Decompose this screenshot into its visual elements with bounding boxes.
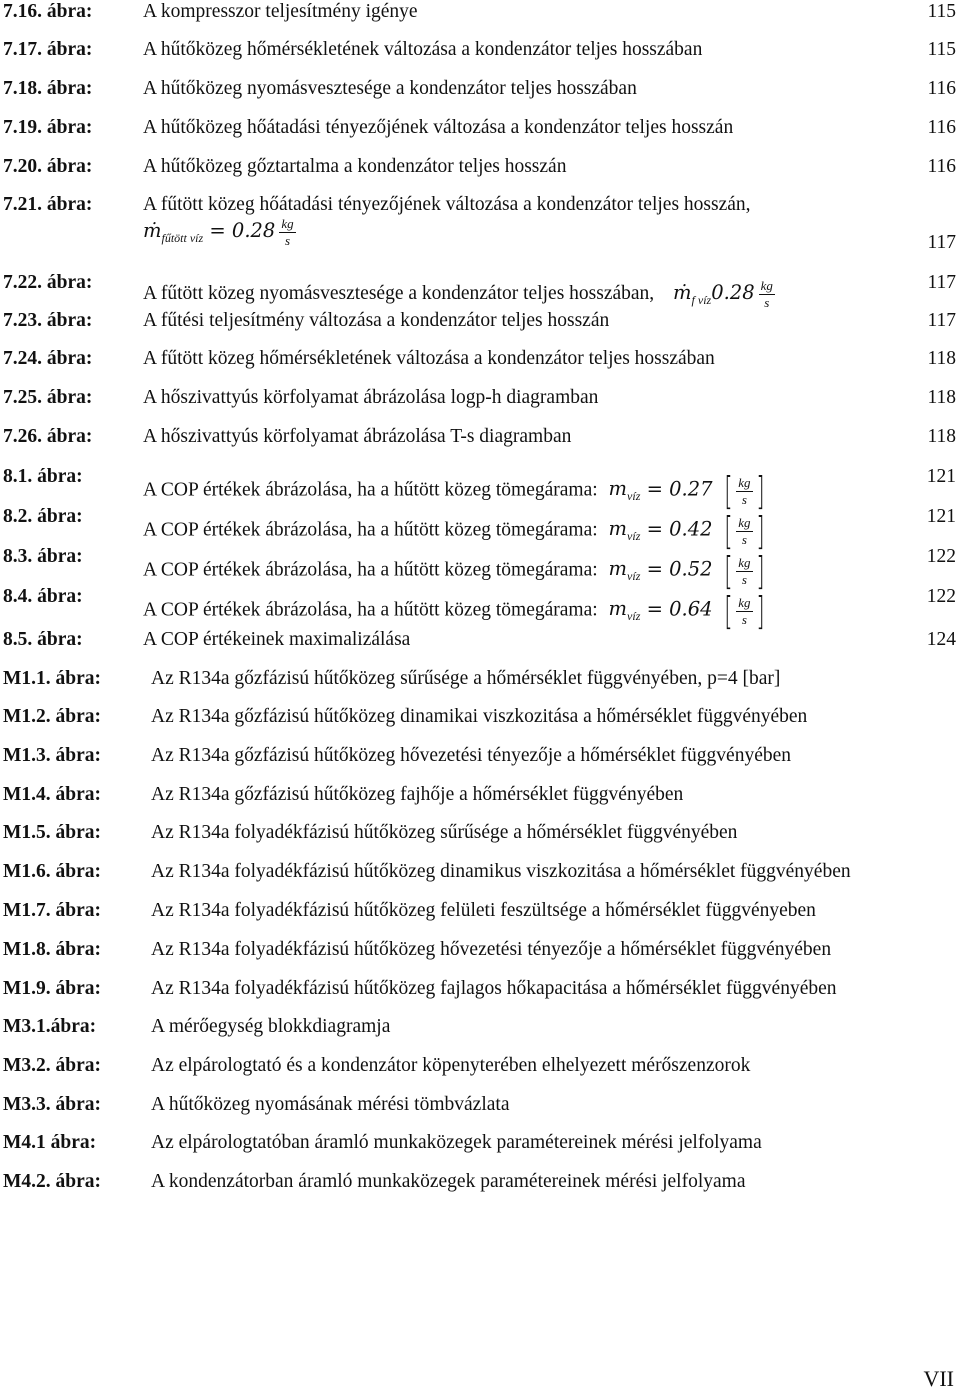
figure-label: 8.4. ábra:	[3, 586, 83, 607]
figure-label: 7.26. ábra:	[3, 426, 93, 447]
mass-flow-formula	[143, 216, 296, 249]
roman-page-number: VII	[923, 1366, 954, 1391]
figure-caption: A fűtött közeg hőátadási tényezőjének változása a kondenzátor teljes hosszán,	[143, 194, 751, 215]
figure-label: 7.17. ábra:	[3, 39, 93, 60]
figure-label: 7.19. ábra:	[3, 117, 93, 138]
page-number: 122	[926, 586, 956, 607]
figure-caption: A hűtőközeg hőátadási tényezőjének változása a kondenzátor teljes hosszán	[143, 117, 734, 138]
figure-caption: A hűtőközeg gőztartalma a kondenzátor teljes hosszán	[143, 156, 567, 177]
bracket-open: [	[724, 469, 733, 513]
unit-fraction: $\frac{kg}{s}$	[738, 594, 751, 627]
mass-flow-symbol: ṁ	[673, 280, 692, 304]
figure-caption: A hűtőközeg hőmérsékletének változása a kondenzátor teljes hosszában	[143, 39, 703, 60]
figure-caption: A fűtési teljesítmény változása a kondenzátor teljes hosszán	[143, 310, 610, 331]
figure-label: 7.24. ábra:	[3, 348, 93, 369]
mass-flow-symbol: ṁ	[143, 218, 162, 242]
figure-caption: A hőszivattyús körfolyamat ábrázolása T-s diagramban	[143, 426, 572, 447]
figure-label: M3.1.ábra:	[3, 1016, 97, 1037]
page-number: 115	[927, 1, 956, 22]
mass-flow-subscript: víz	[627, 529, 641, 544]
page-number: 122	[926, 546, 956, 567]
figure-caption: A COP értékeinek maximalizálása	[143, 629, 411, 650]
mass-flow-value: = 0.64	[640, 597, 713, 621]
figure-label: 7.25. ábra:	[3, 387, 93, 408]
mass-flow-value: = 0.52	[640, 557, 713, 581]
page-number: 117	[927, 310, 956, 331]
figure-caption: A kompresszor teljesítmény igénye	[143, 1, 418, 22]
figure-label: 7.16. ábra:	[3, 1, 93, 22]
figure-label: M1.2. ábra:	[3, 706, 102, 727]
figure-label: M1.3. ábra:	[3, 745, 102, 766]
page-number: 116	[927, 156, 956, 177]
figure-caption: Az R134a gőzfázisú hűtőközeg hővezetési tényezője a hőmérséklet függvényében	[151, 745, 792, 766]
page-number: 117	[927, 272, 956, 293]
figure-label: 7.21. ábra:	[3, 194, 93, 215]
mass-flow-subscript: víz	[627, 609, 641, 624]
mass-flow-value: = 0.27	[640, 477, 713, 501]
mass-flow-value: 0.28	[711, 280, 755, 304]
mass-flow-subscript: víz	[627, 569, 641, 584]
mass-flow-symbol: m	[608, 477, 628, 501]
figure-label: 8.5. ábra:	[3, 629, 83, 650]
figure-caption: A COP értékek ábrázolása, ha a hűtött közeg tömegárama: $m_{víz} = 0.42$ [ $\frac{kg}{s}$ ]	[143, 509, 765, 553]
figure-label: 8.1. ábra:	[3, 466, 83, 487]
figure-caption: A COP értékek ábrázolása, ha a hűtött közeg tömegárama: $m_{víz} = 0.64$ [ $\frac{kg}{s}$ ]	[143, 589, 765, 633]
mass-flow-subscript: víz	[627, 489, 641, 504]
figure-caption: A kondenzátorban áramló munkaközegek paramétereinek mérési jelfolyama	[151, 1171, 746, 1192]
figure-caption: Az R134a gőzfázisú hűtőközeg fajhője a hőmérséklet függvényében	[151, 784, 684, 805]
mass-flow-value: = 0.42	[640, 517, 713, 541]
mass-flow-symbol: m	[608, 557, 628, 581]
figure-label: M4.1 ábra:	[3, 1132, 97, 1153]
figure-caption: A COP értékek ábrázolása, ha a hűtött közeg tömegárama: $m_{víz} = 0.27$ [ $\frac{kg}{s}$ ]	[143, 469, 765, 513]
figure-label: 8.2. ábra:	[3, 506, 83, 527]
figure-label: 7.23. ábra:	[3, 310, 93, 331]
figure-label: 7.20. ábra:	[3, 156, 93, 177]
figure-caption: Az R134a folyadékfázisú hűtőközeg fajlagos hőkapacitása a hőmérséklet függvényében	[151, 978, 837, 999]
bracket-close: ]	[755, 589, 765, 633]
mass-flow-symbol: m	[608, 517, 628, 541]
bracket-open: [	[724, 589, 733, 633]
page-number: 116	[927, 78, 956, 99]
unit-fraction: $\frac{kg}{s}$	[738, 474, 751, 507]
figure-label: M1.9. ábra:	[3, 978, 102, 999]
page-number: 121	[926, 466, 956, 487]
bracket-close: ]	[755, 469, 765, 513]
figure-caption: Az elpárologtatóban áramló munkaközegek paramétereinek mérési jelfolyama	[151, 1132, 762, 1153]
page-number: 124	[926, 629, 956, 650]
figure-label: 7.22. ábra:	[3, 272, 93, 293]
figure-caption: Az R134a folyadékfázisú hűtőközeg dinamikus viszkozitása a hőmérséklet függvényében	[151, 861, 851, 882]
page-number: 117	[927, 232, 956, 253]
page-number: 116	[927, 117, 956, 138]
figure-label: 7.18. ábra:	[3, 78, 93, 99]
figure-label: M1.7. ábra:	[3, 900, 102, 921]
mass-flow-value: = 0.28	[203, 218, 276, 242]
bracket-close: ]	[755, 549, 765, 593]
unit-fraction: $\frac{kg}{s}$	[760, 278, 773, 310]
page-number: 118	[927, 387, 956, 408]
page-number: 118	[927, 348, 956, 369]
figure-label: M1.1. ábra:	[3, 668, 102, 689]
bracket-open: [	[724, 509, 733, 553]
figure-caption: Az elpárologtató és a kondenzátor köpenyterében elhelyezett mérőszenzorok	[151, 1055, 751, 1076]
mass-flow-subscript: f víz	[691, 292, 712, 307]
bracket-open: [	[724, 549, 733, 593]
unit-fraction: $\frac{kg}{s}$	[738, 514, 751, 547]
page-number: 121	[926, 506, 956, 527]
unit-fraction: $\frac{kg}{s}$	[738, 554, 751, 587]
figure-label: M3.3. ábra:	[3, 1094, 102, 1115]
figure-label: M1.4. ábra:	[3, 784, 102, 805]
figure-label: M3.2. ábra:	[3, 1055, 102, 1076]
bracket-close: ]	[755, 509, 765, 553]
figure-caption: A fűtött közeg hőmérsékletének változása a kondenzátor teljes hosszában	[143, 348, 715, 369]
figure-caption: Az R134a gőzfázisú hűtőközeg dinamikai viszkozitása a hőmérséklet függvényében	[151, 706, 808, 727]
figure-caption: A hőszivattyús körfolyamat ábrázolása logp-h diagramban	[143, 387, 599, 408]
figure-caption: A mérőegység blokkdiagramja	[151, 1016, 391, 1037]
figure-label: 8.3. ábra:	[3, 546, 83, 567]
figure-label: M1.6. ábra:	[3, 861, 102, 882]
figure-caption: Az R134a folyadékfázisú hűtőközeg felületi feszültsége a hőmérséklet függvényeben	[151, 900, 816, 921]
figure-label: M4.2. ábra:	[3, 1171, 102, 1192]
figure-caption: Az R134a gőzfázisú hűtőközeg sűrűsége a hőmérséklet függvényében, p=4 [bar]	[151, 668, 781, 689]
unit-fraction: $\frac{kg}{s}$	[281, 216, 294, 248]
figure-label: M1.8. ábra:	[3, 939, 102, 960]
mass-flow-subscript: fűtött víz	[161, 230, 204, 245]
figure-caption: A fűtött közeg nyomásvesztesége a kondenzátor teljes hosszában, ṁ$_{f víz}$0.28 $\frac{kg}{s}$	[143, 278, 773, 310]
page-number: 118	[927, 426, 956, 447]
figure-caption: A hűtőközeg nyomásvesztesége a kondenzátor teljes hosszában	[143, 78, 637, 99]
mass-flow-symbol: m	[608, 597, 628, 621]
figure-caption: A hűtőközeg nyomásának mérési tömbvázlata	[151, 1094, 510, 1115]
figure-caption: A COP értékek ábrázolása, ha a hűtött közeg tömegárama: $m_{víz} = 0.52$ [ $\frac{kg}{s}$ ]	[143, 549, 765, 593]
figure-label: M1.5. ábra:	[3, 822, 102, 843]
figure-caption: Az R134a folyadékfázisú hűtőközeg sűrűsége a hőmérséklet függvényében	[151, 822, 738, 843]
figure-caption: Az R134a folyadékfázisú hűtőközeg hővezetési tényezője a hőmérséklet függvényében	[151, 939, 832, 960]
page-number: 115	[927, 39, 956, 60]
